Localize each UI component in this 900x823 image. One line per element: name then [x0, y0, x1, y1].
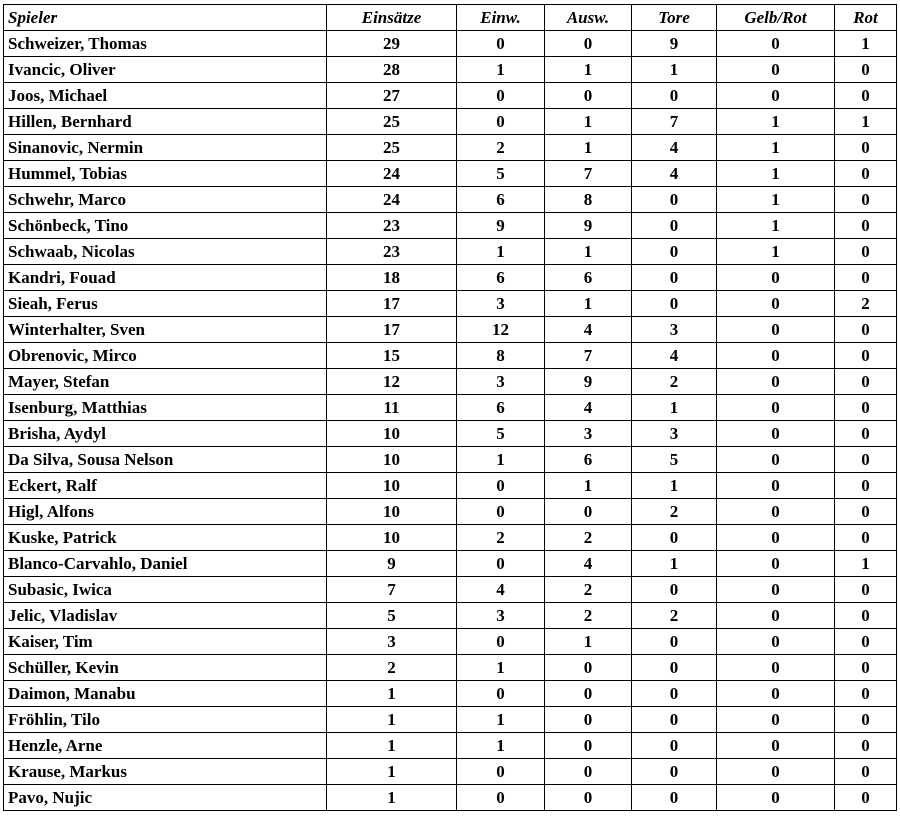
- tore-cell: 0: [632, 681, 717, 707]
- einsaetze-cell: 24: [327, 187, 457, 213]
- gelbrot-cell: 1: [717, 187, 835, 213]
- rot-cell: 0: [835, 213, 897, 239]
- table-row: [4, 343, 897, 369]
- ausw-cell: 9: [545, 369, 632, 395]
- player-name-cell: Schwehr, Marco: [4, 187, 327, 213]
- tore-cell: 9: [632, 31, 717, 57]
- ausw-cell: 0: [545, 785, 632, 811]
- einsaetze-cell: 10: [327, 525, 457, 551]
- tore-cell: 0: [632, 655, 717, 681]
- einw-cell: 6: [457, 395, 545, 421]
- ausw-cell: 4: [545, 551, 632, 577]
- table-row: [4, 473, 897, 499]
- gelbrot-cell: 0: [717, 603, 835, 629]
- einw-cell: 9: [457, 213, 545, 239]
- einw-cell: 1: [457, 655, 545, 681]
- ausw-cell: 0: [545, 83, 632, 109]
- einsaetze-cell: 17: [327, 291, 457, 317]
- rot-cell: 0: [835, 369, 897, 395]
- einw-cell: 2: [457, 135, 545, 161]
- rot-cell: 0: [835, 343, 897, 369]
- table-row: [4, 681, 897, 707]
- tore-cell: 0: [632, 733, 717, 759]
- tore-cell: 0: [632, 707, 717, 733]
- player-name-cell: Subasic, Iwica: [4, 577, 327, 603]
- gelbrot-cell: 0: [717, 395, 835, 421]
- tore-cell: 2: [632, 603, 717, 629]
- table-row: [4, 629, 897, 655]
- table-row: [4, 161, 897, 187]
- player-name-cell: Krause, Markus: [4, 759, 327, 785]
- einw-cell: 0: [457, 681, 545, 707]
- tore-cell: 0: [632, 629, 717, 655]
- einsaetze-cell: 28: [327, 57, 457, 83]
- einsaetze-cell: 9: [327, 551, 457, 577]
- gelbrot-cell: 0: [717, 447, 835, 473]
- tore-cell: 2: [632, 369, 717, 395]
- table-row: [4, 499, 897, 525]
- gelbrot-cell: 0: [717, 421, 835, 447]
- gelbrot-cell: 0: [717, 317, 835, 343]
- tore-cell: 3: [632, 421, 717, 447]
- player-name-cell: Fröhlin, Tilo: [4, 707, 327, 733]
- gelbrot-cell: 0: [717, 733, 835, 759]
- gelbrot-cell: 0: [717, 499, 835, 525]
- rot-cell: 0: [835, 395, 897, 421]
- player-name-cell: Henzle, Arne: [4, 733, 327, 759]
- einw-cell: 3: [457, 603, 545, 629]
- header-rot: Rot: [835, 5, 897, 31]
- gelbrot-cell: 0: [717, 265, 835, 291]
- gelbrot-cell: 1: [717, 239, 835, 265]
- einsaetze-cell: 12: [327, 369, 457, 395]
- einsaetze-cell: 10: [327, 473, 457, 499]
- ausw-cell: 1: [545, 629, 632, 655]
- ausw-cell: 0: [545, 655, 632, 681]
- einsaetze-cell: 23: [327, 239, 457, 265]
- einsaetze-cell: 1: [327, 759, 457, 785]
- player-name-cell: Kuske, Patrick: [4, 525, 327, 551]
- player-stats-sheet: [3, 4, 897, 811]
- player-name-cell: Sieah, Ferus: [4, 291, 327, 317]
- gelbrot-cell: 1: [717, 161, 835, 187]
- einsaetze-cell: 10: [327, 447, 457, 473]
- player-name-cell: Schüller, Kevin: [4, 655, 327, 681]
- rot-cell: 1: [835, 109, 897, 135]
- tore-cell: 3: [632, 317, 717, 343]
- einsaetze-cell: 3: [327, 629, 457, 655]
- gelbrot-cell: 0: [717, 525, 835, 551]
- einw-cell: 0: [457, 109, 545, 135]
- table-row: [4, 135, 897, 161]
- ausw-cell: 1: [545, 473, 632, 499]
- gelbrot-cell: 0: [717, 655, 835, 681]
- rot-cell: 0: [835, 499, 897, 525]
- ausw-cell: 2: [545, 577, 632, 603]
- player-name-cell: Schwaab, Nicolas: [4, 239, 327, 265]
- einsaetze-cell: 15: [327, 343, 457, 369]
- rot-cell: 0: [835, 603, 897, 629]
- rot-cell: 0: [835, 187, 897, 213]
- einw-cell: 1: [457, 239, 545, 265]
- header-row: [4, 5, 897, 31]
- ausw-cell: 1: [545, 57, 632, 83]
- rot-cell: 0: [835, 525, 897, 551]
- tore-cell: 4: [632, 161, 717, 187]
- ausw-cell: 2: [545, 525, 632, 551]
- player-name-cell: Isenburg, Matthias: [4, 395, 327, 421]
- einw-cell: 0: [457, 785, 545, 811]
- einw-cell: 5: [457, 161, 545, 187]
- gelbrot-cell: 0: [717, 57, 835, 83]
- player-name-cell: Hummel, Tobias: [4, 161, 327, 187]
- player-name-cell: Jelic, Vladislav: [4, 603, 327, 629]
- rot-cell: 0: [835, 135, 897, 161]
- tore-cell: 0: [632, 785, 717, 811]
- rot-cell: 0: [835, 447, 897, 473]
- rot-cell: 1: [835, 31, 897, 57]
- rot-cell: 0: [835, 473, 897, 499]
- gelbrot-cell: 0: [717, 473, 835, 499]
- gelbrot-cell: 0: [717, 629, 835, 655]
- ausw-cell: 6: [545, 447, 632, 473]
- player-name-cell: Ivancic, Oliver: [4, 57, 327, 83]
- ausw-cell: 9: [545, 213, 632, 239]
- tore-cell: 7: [632, 109, 717, 135]
- ausw-cell: 4: [545, 395, 632, 421]
- einw-cell: 2: [457, 525, 545, 551]
- einsaetze-cell: 29: [327, 31, 457, 57]
- rot-cell: 0: [835, 161, 897, 187]
- ausw-cell: 1: [545, 135, 632, 161]
- tore-cell: 1: [632, 395, 717, 421]
- rot-cell: 0: [835, 759, 897, 785]
- gelbrot-cell: 0: [717, 343, 835, 369]
- table-row: [4, 317, 897, 343]
- tore-cell: 1: [632, 57, 717, 83]
- player-name-cell: Joos, Michael: [4, 83, 327, 109]
- ausw-cell: 7: [545, 343, 632, 369]
- einsaetze-cell: 27: [327, 83, 457, 109]
- ausw-cell: 4: [545, 317, 632, 343]
- einw-cell: 1: [457, 733, 545, 759]
- gelbrot-cell: 0: [717, 707, 835, 733]
- einsaetze-cell: 1: [327, 733, 457, 759]
- einw-cell: 3: [457, 369, 545, 395]
- table-row: [4, 577, 897, 603]
- einw-cell: 0: [457, 629, 545, 655]
- player-name-cell: Daimon, Manabu: [4, 681, 327, 707]
- einw-cell: 8: [457, 343, 545, 369]
- rot-cell: 0: [835, 655, 897, 681]
- tore-cell: 2: [632, 499, 717, 525]
- table-row: [4, 291, 897, 317]
- table-row: [4, 421, 897, 447]
- player-name-cell: Kaiser, Tim: [4, 629, 327, 655]
- rot-cell: 0: [835, 239, 897, 265]
- player-name-cell: Pavo, Nujic: [4, 785, 327, 811]
- tore-cell: 0: [632, 187, 717, 213]
- gelbrot-cell: 0: [717, 577, 835, 603]
- header-gelbrot: Gelb/Rot: [717, 5, 835, 31]
- tore-cell: 0: [632, 759, 717, 785]
- gelbrot-cell: 0: [717, 83, 835, 109]
- ausw-cell: 0: [545, 733, 632, 759]
- rot-cell: 0: [835, 707, 897, 733]
- rot-cell: 0: [835, 577, 897, 603]
- einsaetze-cell: 1: [327, 681, 457, 707]
- einw-cell: 1: [457, 57, 545, 83]
- rot-cell: 0: [835, 681, 897, 707]
- gelbrot-cell: 0: [717, 785, 835, 811]
- table-row: [4, 187, 897, 213]
- header-player: Spieler: [4, 5, 327, 31]
- einsaetze-cell: 23: [327, 213, 457, 239]
- einw-cell: 12: [457, 317, 545, 343]
- einsaetze-cell: 1: [327, 707, 457, 733]
- table-row: [4, 785, 897, 811]
- rot-cell: 0: [835, 733, 897, 759]
- player-name-cell: Mayer, Stefan: [4, 369, 327, 395]
- player-name-cell: Higl, Alfons: [4, 499, 327, 525]
- player-name-cell: Hillen, Bernhard: [4, 109, 327, 135]
- tore-cell: 0: [632, 83, 717, 109]
- einw-cell: 0: [457, 499, 545, 525]
- ausw-cell: 1: [545, 291, 632, 317]
- tore-cell: 1: [632, 473, 717, 499]
- ausw-cell: 2: [545, 603, 632, 629]
- einw-cell: 6: [457, 187, 545, 213]
- einw-cell: 4: [457, 577, 545, 603]
- header-einw: Einw.: [457, 5, 545, 31]
- einsaetze-cell: 18: [327, 265, 457, 291]
- rot-cell: 0: [835, 421, 897, 447]
- ausw-cell: 6: [545, 265, 632, 291]
- ausw-cell: 3: [545, 421, 632, 447]
- einsaetze-cell: 2: [327, 655, 457, 681]
- player-name-cell: Sinanovic, Nermin: [4, 135, 327, 161]
- player-name-cell: Kandri, Fouad: [4, 265, 327, 291]
- einsaetze-cell: 11: [327, 395, 457, 421]
- gelbrot-cell: 0: [717, 31, 835, 57]
- gelbrot-cell: 1: [717, 213, 835, 239]
- table-row: [4, 109, 897, 135]
- table-row: [4, 395, 897, 421]
- ausw-cell: 0: [545, 707, 632, 733]
- einw-cell: 5: [457, 421, 545, 447]
- gelbrot-cell: 0: [717, 369, 835, 395]
- table-row: [4, 239, 897, 265]
- einsaetze-cell: 7: [327, 577, 457, 603]
- einw-cell: 3: [457, 291, 545, 317]
- table-row: [4, 447, 897, 473]
- einw-cell: 6: [457, 265, 545, 291]
- einw-cell: 1: [457, 707, 545, 733]
- player-name-cell: Eckert, Ralf: [4, 473, 327, 499]
- player-name-cell: Schweizer, Thomas: [4, 31, 327, 57]
- tore-cell: 5: [632, 447, 717, 473]
- einsaetze-cell: 1: [327, 785, 457, 811]
- ausw-cell: 0: [545, 681, 632, 707]
- ausw-cell: 0: [545, 499, 632, 525]
- tore-cell: 0: [632, 525, 717, 551]
- rot-cell: 0: [835, 57, 897, 83]
- table-row: [4, 213, 897, 239]
- tore-cell: 0: [632, 213, 717, 239]
- einsaetze-cell: 10: [327, 421, 457, 447]
- table-row: [4, 57, 897, 83]
- ausw-cell: 7: [545, 161, 632, 187]
- table-row: [4, 551, 897, 577]
- player-name-cell: Da Silva, Sousa Nelson: [4, 447, 327, 473]
- gelbrot-cell: 0: [717, 759, 835, 785]
- table-row: [4, 733, 897, 759]
- ausw-cell: 0: [545, 31, 632, 57]
- ausw-cell: 1: [545, 109, 632, 135]
- header-tore: Tore: [632, 5, 717, 31]
- table-row: [4, 525, 897, 551]
- tore-cell: 0: [632, 577, 717, 603]
- einw-cell: 0: [457, 473, 545, 499]
- einw-cell: 0: [457, 83, 545, 109]
- table-row: [4, 83, 897, 109]
- einsaetze-cell: 25: [327, 135, 457, 161]
- tore-cell: 0: [632, 239, 717, 265]
- tore-cell: 1: [632, 551, 717, 577]
- gelbrot-cell: 1: [717, 135, 835, 161]
- einw-cell: 0: [457, 551, 545, 577]
- gelbrot-cell: 0: [717, 551, 835, 577]
- einsaetze-cell: 17: [327, 317, 457, 343]
- rot-cell: 0: [835, 785, 897, 811]
- table-row: [4, 759, 897, 785]
- rot-cell: 0: [835, 83, 897, 109]
- player-name-cell: Schönbeck, Tino: [4, 213, 327, 239]
- table-row: [4, 369, 897, 395]
- rot-cell: 0: [835, 629, 897, 655]
- table-row: [4, 707, 897, 733]
- player-name-cell: Brisha, Aydyl: [4, 421, 327, 447]
- gelbrot-cell: 0: [717, 291, 835, 317]
- tore-cell: 0: [632, 265, 717, 291]
- einw-cell: 1: [457, 447, 545, 473]
- player-name-cell: Obrenovic, Mirco: [4, 343, 327, 369]
- gelbrot-cell: 0: [717, 681, 835, 707]
- player-name-cell: Winterhalter, Sven: [4, 317, 327, 343]
- einw-cell: 0: [457, 759, 545, 785]
- header-einsaetze: Einsätze: [327, 5, 457, 31]
- einsaetze-cell: 25: [327, 109, 457, 135]
- einw-cell: 0: [457, 31, 545, 57]
- player-name-cell: Blanco-Carvahlo, Daniel: [4, 551, 327, 577]
- rot-cell: 2: [835, 291, 897, 317]
- rot-cell: 0: [835, 317, 897, 343]
- table-body: [4, 31, 897, 811]
- table-row: [4, 655, 897, 681]
- rot-cell: 1: [835, 551, 897, 577]
- einsaetze-cell: 24: [327, 161, 457, 187]
- tore-cell: 4: [632, 135, 717, 161]
- rot-cell: 0: [835, 265, 897, 291]
- table-row: [4, 31, 897, 57]
- tore-cell: 4: [632, 343, 717, 369]
- ausw-cell: 1: [545, 239, 632, 265]
- einsaetze-cell: 10: [327, 499, 457, 525]
- header-ausw: Ausw.: [545, 5, 632, 31]
- player-stats-table: [3, 4, 897, 811]
- ausw-cell: 8: [545, 187, 632, 213]
- table-row: [4, 265, 897, 291]
- tore-cell: 0: [632, 291, 717, 317]
- einsaetze-cell: 5: [327, 603, 457, 629]
- gelbrot-cell: 1: [717, 109, 835, 135]
- ausw-cell: 0: [545, 759, 632, 785]
- table-row: [4, 603, 897, 629]
